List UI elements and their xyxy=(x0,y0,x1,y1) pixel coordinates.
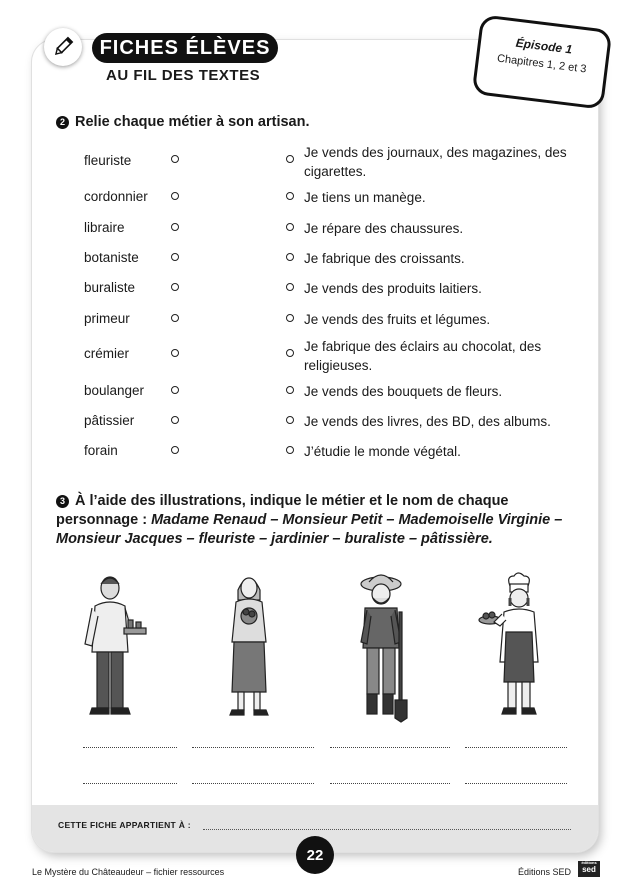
phrase-text: Je tiens un manège. xyxy=(304,190,426,205)
logo-text: sed xyxy=(582,865,596,874)
answer-line[interactable] xyxy=(330,747,450,748)
trade-label: buraliste xyxy=(84,280,136,295)
trade-dot[interactable] xyxy=(171,192,179,200)
question-3-word-list: Madame Renaud – Monsieur Petit – Mademoiselle Virginie – Monsieur Jacques – fleuriste – jardinier – buraliste – pâtissière. xyxy=(56,512,563,547)
trade-label: primeur xyxy=(84,311,130,326)
episode-label: Épisode 1 xyxy=(514,35,573,57)
trade-dot[interactable] xyxy=(171,386,179,394)
trade-dot[interactable] xyxy=(171,446,179,454)
man-with-tray-illustration xyxy=(80,572,150,724)
phrase-dot[interactable] xyxy=(286,416,294,424)
trade-dot[interactable] xyxy=(171,155,179,163)
answer-line[interactable] xyxy=(465,783,567,784)
trade-label: forain xyxy=(84,443,118,458)
question-3-instruction: À l’aide des illustrations, indique le métier et le nom de chaque personnage : xyxy=(56,493,509,528)
pencil-icon xyxy=(52,36,74,58)
phrase-text: Je fabrique des croissants. xyxy=(304,251,465,266)
trade-label: pâtissier xyxy=(84,413,135,428)
phrase-dot[interactable] xyxy=(286,446,294,454)
question-number: 3 xyxy=(56,495,69,508)
publisher: Éditions SED xyxy=(518,867,572,877)
question-2-instruction: Relie chaque métier à son artisan. xyxy=(75,114,310,130)
woman-with-flowers-illustration xyxy=(224,572,274,724)
answer-line[interactable] xyxy=(192,783,314,784)
phrase-dot[interactable] xyxy=(286,349,294,357)
trade-label: libraire xyxy=(84,220,125,235)
logo-small-text: éditions xyxy=(581,860,597,865)
page-number: 22 xyxy=(296,836,334,874)
phrase-text: Je vends des bouquets de fleurs. xyxy=(304,384,503,399)
question-3 xyxy=(56,492,576,549)
answer-line[interactable] xyxy=(192,747,314,748)
trade-label: botaniste xyxy=(84,250,139,265)
answer-line[interactable] xyxy=(330,783,450,784)
trade-dot[interactable] xyxy=(171,314,179,322)
page-title: FICHES ÉLÈVES xyxy=(92,33,278,63)
gardener-illustration xyxy=(355,572,411,724)
question-number: 2 xyxy=(56,116,69,129)
chapters-label: Chapitres 1, 2 et 3 xyxy=(496,52,588,76)
book-title: Le Mystère du Châteaudeur – fichier ressources xyxy=(32,867,225,877)
publisher-logo xyxy=(578,861,600,877)
pencil-badge xyxy=(44,28,82,66)
trade-dot[interactable] xyxy=(171,349,179,357)
trade-dot[interactable] xyxy=(171,223,179,231)
question-2 xyxy=(56,114,310,130)
phrase-dot[interactable] xyxy=(286,223,294,231)
phrase-text: Je vends des journaux, des magazines, des cigarettes. xyxy=(304,145,567,179)
phrase-text: Je vends des produits laitiers. xyxy=(304,281,482,296)
answer-line[interactable] xyxy=(83,783,177,784)
trade-label: fleuriste xyxy=(84,153,132,168)
answer-line[interactable] xyxy=(465,747,567,748)
trade-dot[interactable] xyxy=(171,253,179,261)
trade-label: crémier xyxy=(84,346,130,361)
phrase-text: Je fabrique des éclairs au chocolat, des religieuses. xyxy=(304,339,542,373)
owner-name-line[interactable] xyxy=(203,829,571,830)
phrase-text: Je vends des fruits et légumes. xyxy=(304,312,491,327)
trade-label: cordonnier xyxy=(84,189,148,204)
pastry-chef-illustration xyxy=(478,572,548,724)
phrase-dot[interactable] xyxy=(286,253,294,261)
phrase-dot[interactable] xyxy=(286,155,294,163)
phrase-dot[interactable] xyxy=(286,386,294,394)
trade-label: boulanger xyxy=(84,383,145,398)
owner-label: CETTE FICHE APPARTIENT À : xyxy=(58,820,191,830)
phrase-dot[interactable] xyxy=(286,314,294,322)
trade-dot[interactable] xyxy=(171,283,179,291)
phrase-text: Je répare des chaussures. xyxy=(304,221,464,236)
phrase-text: Je vends des livres, des BD, des albums. xyxy=(304,414,551,429)
trade-dot[interactable] xyxy=(171,416,179,424)
episode-box xyxy=(472,14,613,109)
page-subtitle: AU FIL DES TEXTES xyxy=(106,67,261,84)
phrase-dot[interactable] xyxy=(286,283,294,291)
phrase-text: J’étudie le monde végétal. xyxy=(304,444,461,459)
answer-line[interactable] xyxy=(83,747,177,748)
phrase-dot[interactable] xyxy=(286,192,294,200)
